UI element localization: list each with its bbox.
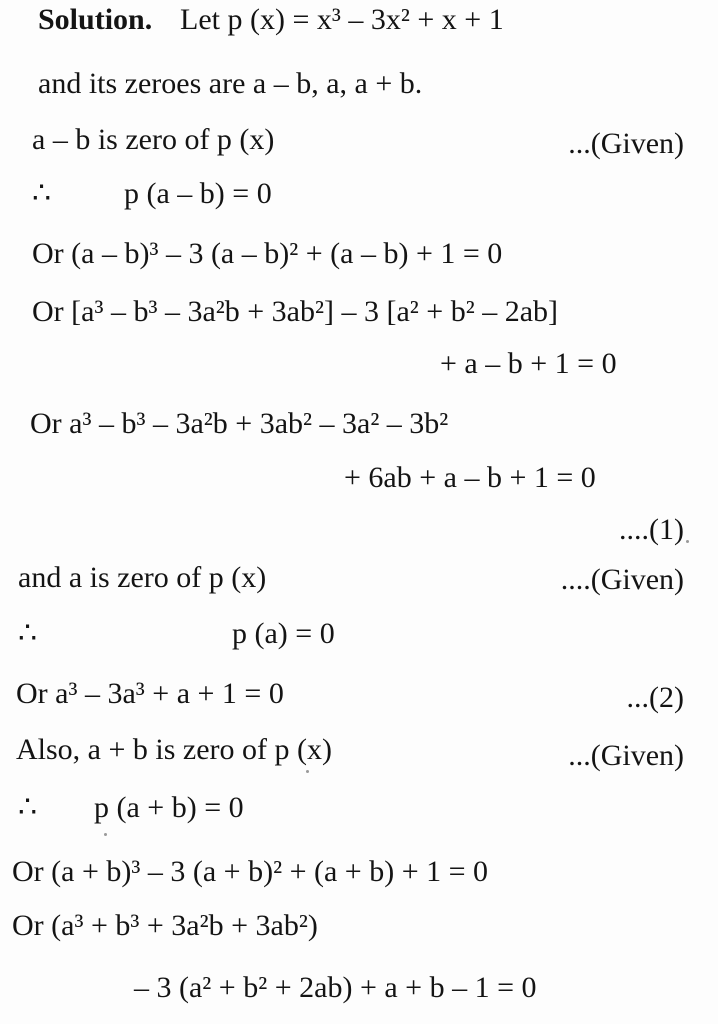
line-16: Or (a³ + b³ + 3a²b + 3ab²) — [12, 909, 318, 942]
line-2: and its zeroes are a – b, a, a + b. — [38, 67, 423, 100]
line-5: Or (a – b)³ – 3 (a – b)² + (a – b) + 1 = 0 — [32, 237, 503, 270]
scan-speck — [686, 540, 689, 543]
line-9: + 6ab + a – b + 1 = 0 — [344, 461, 596, 494]
given-ref-2: ....(Given) — [560, 563, 684, 596]
line-3: a – b is zero of p (x) — [32, 123, 275, 156]
line-4: p (a – b) = 0 — [124, 177, 272, 210]
therefore-symbol-3: ∴ — [18, 791, 38, 824]
equation-ref-2: ...(2) — [626, 681, 684, 714]
therefore-symbol-2: ∴ — [18, 617, 38, 650]
line-6: Or [a³ – b³ – 3a²b + 3ab²] – 3 [a² + b² – 2ab] — [32, 295, 558, 328]
scan-speck — [104, 833, 107, 836]
line-13: Also, a + b is zero of p (x) — [16, 733, 333, 766]
line-7: + a – b + 1 = 0 — [440, 347, 617, 380]
given-ref-3: ...(Given) — [568, 739, 684, 772]
given-ref-1: ...(Given) — [568, 127, 684, 160]
scan-speck — [306, 770, 309, 773]
line-11: p (a) = 0 — [232, 617, 335, 650]
line-8: Or a³ – b³ – 3a²b + 3ab² – 3a² – 3b² — [30, 407, 449, 440]
line-1: Let p (x) = x³ – 3x² + x + 1 — [180, 3, 504, 36]
equation-ref-1: ....(1) — [619, 513, 684, 546]
line-15: Or (a + b)³ – 3 (a + b)² + (a + b) + 1 = 0 — [12, 855, 489, 888]
solution-label: Solution. — [38, 3, 153, 36]
therefore-symbol-1: ∴ — [32, 177, 52, 210]
line-10: and a is zero of p (x) — [18, 561, 267, 594]
line-12: Or a³ – 3a³ + a + 1 = 0 — [16, 677, 284, 710]
line-17: – 3 (a² + b² + 2ab) + a + b – 1 = 0 — [134, 971, 537, 1004]
line-14: p (a + b) = 0 — [94, 791, 244, 824]
